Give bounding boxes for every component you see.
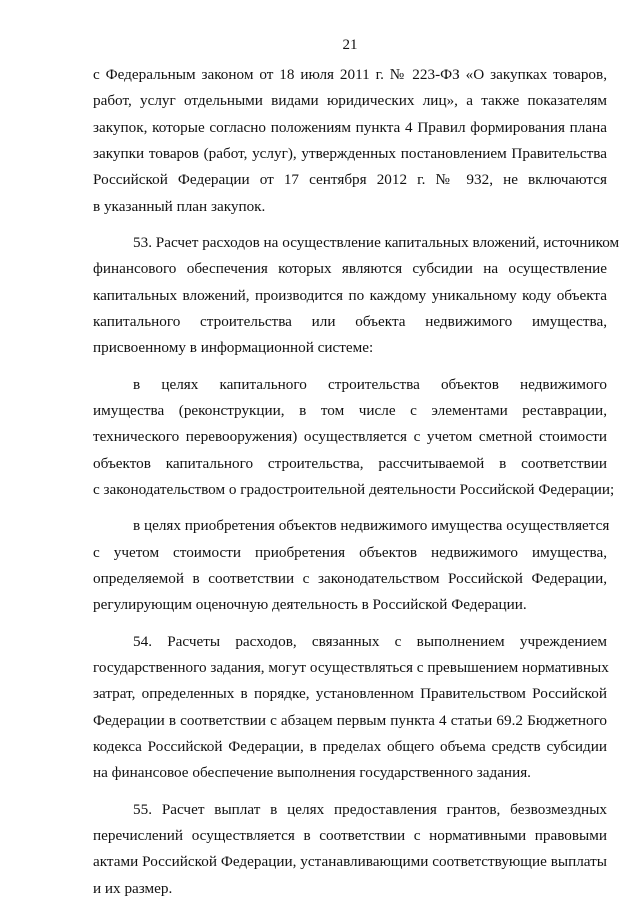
text-line: кодекса Российской Федерации, в пределах общего объема средств субсидии	[93, 737, 607, 755]
text-line: в целях капитального строительства объектов недвижимого	[133, 375, 607, 393]
text-line: перечислений осуществляется в соответствии с нормативными правовыми	[93, 826, 607, 844]
text-line: работ, услуг отдельными видами юридических лиц», а также показателям	[93, 92, 607, 110]
text-line: закупки товаров (работ, услуг), утвержденных постановлением Правительства	[93, 144, 607, 162]
text-line: на финансовое обеспечение выполнения государственного задания.	[93, 764, 531, 782]
text-line: в указанный план закупок.	[93, 197, 266, 215]
text-line: 54. Расчеты расходов, связанных с выполнением учреждением	[133, 632, 607, 650]
text-line: актами Российской Федерации, устанавливающими соответствующие выплаты	[93, 853, 607, 871]
text-line: имущества (реконструкции, в том числе с элементами реставрации,	[93, 401, 607, 419]
text-line: с законодательством о градостроительной деятельности Российской Федерации;	[93, 480, 615, 498]
document-body	[93, 62, 620, 902]
text-line: присвоенному в информационной системе:	[93, 339, 374, 357]
text-line: Федерации в соответствии с абзацем первым пункта 4 статьи 69.2 Бюджетного	[93, 711, 607, 729]
text-line: технического перевооружения) осуществляется с учетом сметной стоимости	[93, 428, 607, 446]
text-line: определяемой в соответствии с законодательством Российской Федерации,	[93, 569, 607, 587]
text-line: капитальных вложений, производится по каждому уникальному коду объекта	[93, 286, 607, 304]
text-line: финансового обеспечения которых являются субсидии на осуществление	[93, 260, 607, 278]
text-line: 55. Расчет выплат в целях предоставления грантов, безвозмездных	[133, 800, 607, 818]
text-line: с учетом стоимости приобретения объектов недвижимого имущества,	[93, 543, 607, 561]
text-line: 53. Расчет расходов на осуществление капитальных вложений, источником	[133, 233, 620, 251]
text-line: в целях приобретения объектов недвижимого имущества осуществляется	[133, 517, 610, 535]
text-line: и их размер.	[93, 879, 173, 897]
text-line: закупок, которые согласно положениям пункта 4 Правил формирования плана	[93, 118, 607, 136]
text-line: регулирующим оценочную деятельность в Российской Федерации.	[93, 596, 527, 614]
text-line: затрат, определенных в порядке, установленном Правительством Российской	[93, 685, 607, 703]
text-line: Российской Федерации от 17 сентября 2012 г. № 932, не включаются	[93, 171, 607, 189]
page-number: 21	[342, 37, 358, 53]
text-line: капитального строительства или объекта недвижимого имущества,	[93, 312, 607, 330]
text-line: с Федеральным законом от 18 июля 2011 г. № 223-ФЗ «О закупках товаров,	[93, 66, 607, 83]
text-line: государственного задания, могут осуществляться с превышением нормативных	[93, 658, 609, 676]
text-line: объектов капитального строительства, рассчитываемой в соответствии	[93, 454, 607, 472]
